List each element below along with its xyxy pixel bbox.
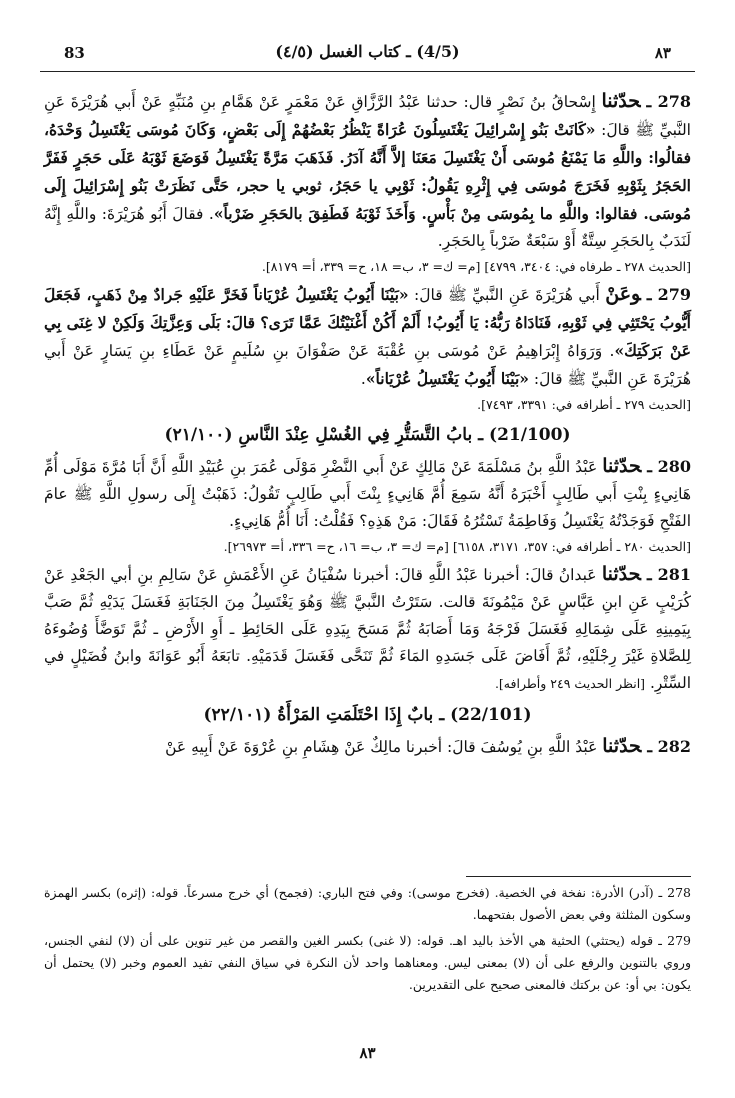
main-text: [44, 88, 691, 763]
chapter-heading-100: (21/100) ـ بابُ التَّسَتُّرِ فِي الغُسْلِ عِنْدَ النَّاسِ (٢١/١٠٠): [164, 425, 571, 445]
footnotes: [44, 882, 691, 1000]
hadith-number: 282 ـ: [647, 737, 691, 756]
hadith-isnad: إِسْحاقُ بنُ نَصْرٍ قال: حدثنا عَبْدُ الرَّزَّاقِ عَنْ مَعْمَرٍ عَنْ هَمَّامِ بنِ مُنَبِّهٍ عَنْ أَبي هُرَيْرَةَ عَنِ النَّبيِّ ﷺ قالَ:: [44, 93, 691, 139]
hadith-279: [44, 281, 691, 393]
hadith-matn: «كَانَتْ بَنُو إِسْرائِيلَ يَغْتَسِلُونَ عُرَاةً يَنْظُرُ بَعْضُهُمْ إِلَى بَعْضٍ، وَكَانَ مُوسَى يَغْتَسِلُ وَحْدَهُ، فقالُوا: واللَّهِ مَا يَمْنَعُ مُوسَى أَنْ يَغْتَسِلَ مَعَنَا إلاَّ أَنَّهُ آدَرُ. فَذَهَبَ مَرَّةً يَغْتَسِلُ فَوَضَعَ ثَوْبَهُ عَلَى حَجَرٍ فَفَرَّ الحَجَرُ بِثَوْبِهِ فَخَرَجَ مُوسَى فِي إِثْرِهِ يَقُولُ: ثَوْبِي يا حَجَرُ، ثوبي يا حجر، حَتَّى نَظَرَتْ بَنُو إِسْرَائِيلَ إِلَى مُوسَى. فقالوا: واللَّهِ ما بِمُوسَى مِنْ بَأْسٍ. وَأَخَذَ ثَوْبَهُ فَطَفِقَ بالحَجَرِ ضَرْباً»: [44, 120, 691, 223]
hadith-end: .: [360, 370, 366, 388]
hadith-reference: [الحديث ٢٨٠ ـ أطرافه في: ٣٥٧، ٣١٧١، ٦١٥٨] [م= ك= ٣، ب= ١٦، ح= ٣٣٦، أ= ٢٦٩٧٣].: [223, 539, 691, 554]
hadith-tail: . فقالَ أَبُو هُرَيْرَةَ: واللَّهِ إِنَّهُ لَنَدَبٌ بِالحَجَرِ سِتَّةٌ أَوْ سَبْعَةٌ ضَرْباً بِالحَجَرِ.: [44, 205, 691, 250]
hadith-tail: . وَرَوَاهُ إِبْرَاهِيمُ عَنْ مُوسَى بنِ عُقْبَةَ عَنْ صَفْوَانَ بنِ سُلَيمٍ عَنْ عَطَاءِ بنِ يَسَارٍ عَنْ أَبي هُرَيْرَةَ عَنِ النَّبيِّ ﷺ قالَ:: [44, 342, 691, 388]
hadith-number: 278 ـ: [646, 92, 691, 111]
hadith-isnad: أَبي هُرَيْرَةَ عَنِ النَّبيِّ ﷺ قالَ:: [408, 286, 606, 304]
page-header: [40, 38, 695, 72]
footnote-rule: [466, 876, 691, 877]
hadith-opening: حدّثنا: [602, 735, 642, 757]
hadith-278: [44, 88, 691, 255]
hadith-reference: [الحديث ٢٧٩ ـ أطرافه في: ٣٣٩١، ٧٤٩٣].: [477, 397, 691, 412]
running-title: (4/5) ـ كتاب الغسل (٤/٥): [275, 42, 460, 61]
hadith-280: [44, 453, 691, 535]
page-number-bottom: ٨٣: [359, 1044, 376, 1062]
hadith-opening: حدّثنا: [602, 455, 642, 477]
hadith-text: عَبْدُ اللَّهِ بنِ يُوسُفَ قالَ: أخبرنا مالِكٌ عَنْ هِشَامِ بنِ عُرْوَةَ عَنْ أَبِيهِ عَنْ: [165, 738, 603, 756]
chapter-heading-101: (22/101) ـ بابٌ إِذَا احْتَلَمَتِ المَرْأَةُ (٢٢/١٠١): [203, 705, 532, 725]
hadith-number: 279 ـ: [646, 285, 691, 304]
hadith-matn-2: «بَيْنَا أَيُوبُ يَغْتَسِلُ عُرْيَاناً»: [365, 369, 529, 388]
hadith-number: 281 ـ: [646, 565, 691, 584]
header-rule: [40, 71, 695, 72]
hadith-281: [44, 561, 691, 697]
page-number-arabic: ٨٣: [654, 44, 671, 62]
page-number-latin: 83: [64, 44, 85, 62]
hadith-text: عَبدانُ قالَ: أخبرنا عَبْدُ اللَّهِ قالَ: أخبرنا سُفْيَانُ عَنِ الأَعْمَشِ عَنْ سَالِمِ بنِ أبي الجَعْدِ عَنْ كُرَيْبٍ عَنِ ابنِ عَبَّاسٍ عَنْ مَيْمُونَةَ قالت. سَتَرْتُ النَّبيَّ ﷺ وَهُوَ يَغْتَسِلُ مِنَ الجَنَابَةِ فَغَسَلَ يَدَيْهِ ثُمَّ صَبَّ بِيَمِينِهِ عَلَى شِمَالِهِ فَغَسَلَ فَرْجَهُ وَمَا أَصَابَهُ ثُمَّ مَسَحَ بِيَدِهِ عَلَى الحَائِطِ ـ أَوِ الأَرْضِ ـ ثُمَّ تَوَضَّأَ وُضُوءَهُ لِلصَّلاةِ غَيْرَ رِجْلَيْهِ، ثُمَّ أَفَاضَ عَلَى جَسَدِهِ المَاءَ ثُمَّ تَنَحَّى فَغَسَلَ قَدَمَيْهِ. تابَعَهُ أَبُو عَوَانَةَ وابنُ فُضَيْلٍ في السِّتْرِ.: [44, 566, 691, 692]
hadith-opening: حدّثنا: [601, 563, 641, 585]
hadith-opening: وعَنْ: [605, 283, 641, 305]
hadith-reference: [الحديث ٢٧٨ ـ طرفاه في: ٣٤٠٤، ٤٧٩٩] [م= ك= ٣، ب= ١٨، ح= ٣٣٩، أ= ٨١٧٩].: [261, 259, 691, 274]
hadith-opening: حدّثنا: [601, 90, 641, 112]
footnote-279: 279 ـ قوله (يحتثي) الحثية هي الأخذ باليد اهـ. قوله: (لا غنى) بكسر الغين والقصر من غير تنوين على أن (لا) لنفي الجنس، وروي بالتنوين والرفع على أن (لا) بمعنى ليس. ومعناهما واحد لأن النكرة في سياق النفي تفيد العموم وخبر (لا) يحتمل أن يكون: بي أو: عن بركتك فالمعنى صحيح على التقديرين.: [44, 933, 691, 992]
hadith-text: عَبْدُ اللَّهِ بنُ مَسْلَمَةَ عَنْ مَالِكٍ عَنْ أَبي النَّضْرِ مَوْلَى عُمَرَ بنِ عُبَيْدِ اللَّهِ أَنَّ أَبَا مُرَّةَ مَوْلَى أُمِّ هَانِيءٍ بِنْتِ أَبي طَالِبٍ أَخْبَرَهُ أَنَّهُ سَمِعَ أُمَّ هَانِيءٍ بِنْتَ أَبي طَالِبٍ تَقُولُ: ذَهَبْتُ إِلَى رسولِ اللَّهِ ﷺ عامَ الفَتْحِ فَوَجَدْتُهُ يَغْتَسِلُ وَفَاطِمَةُ تَسْتُرُهُ فَقَالَ: مَنْ هَذِهِ؟ فَقُلْتُ: أَنَا أُمُّ هَانِيءٍ.: [44, 458, 691, 530]
footnote-278: 278 ـ (آدر) الأدرة: نفخة في الخصية. (فخرج موسى): وفي فتح الباري: (فجمح) أي خرج مسرعاً. قوله: (إثره) بكسر الهمزة وسكون المثلثة وفي بعض الأصول بفتحهما.: [44, 885, 691, 922]
hadith-reference: [انظر الحديث ٢٤٩ وأطرافه].: [494, 676, 646, 691]
hadith-matn: «بَيْنَا أَيُوبُ يَغْتَسِلُ عُرْيَاناً فَخَرَّ عَلَيْهِ جَرادٌ مِنْ ذَهَبٍ، فَجَعَلَ أَيُّوبُ يَحْتَثِي فِي ثَوْبِهِ، فَنَادَاهُ رَبُّهُ: يَا أَيُوبُ! أَلَمْ أَكُنْ أَغْنَيْتُكَ عَمَّا تَرَى؟ قالَ: بَلَى وَعِزَّتِكَ وَلَكِنْ لا غِنَى بِي عَنْ بَرَكَتِكَ»: [44, 285, 691, 360]
hadith-number: 280 ـ: [647, 457, 691, 476]
hadith-282: [44, 733, 691, 761]
